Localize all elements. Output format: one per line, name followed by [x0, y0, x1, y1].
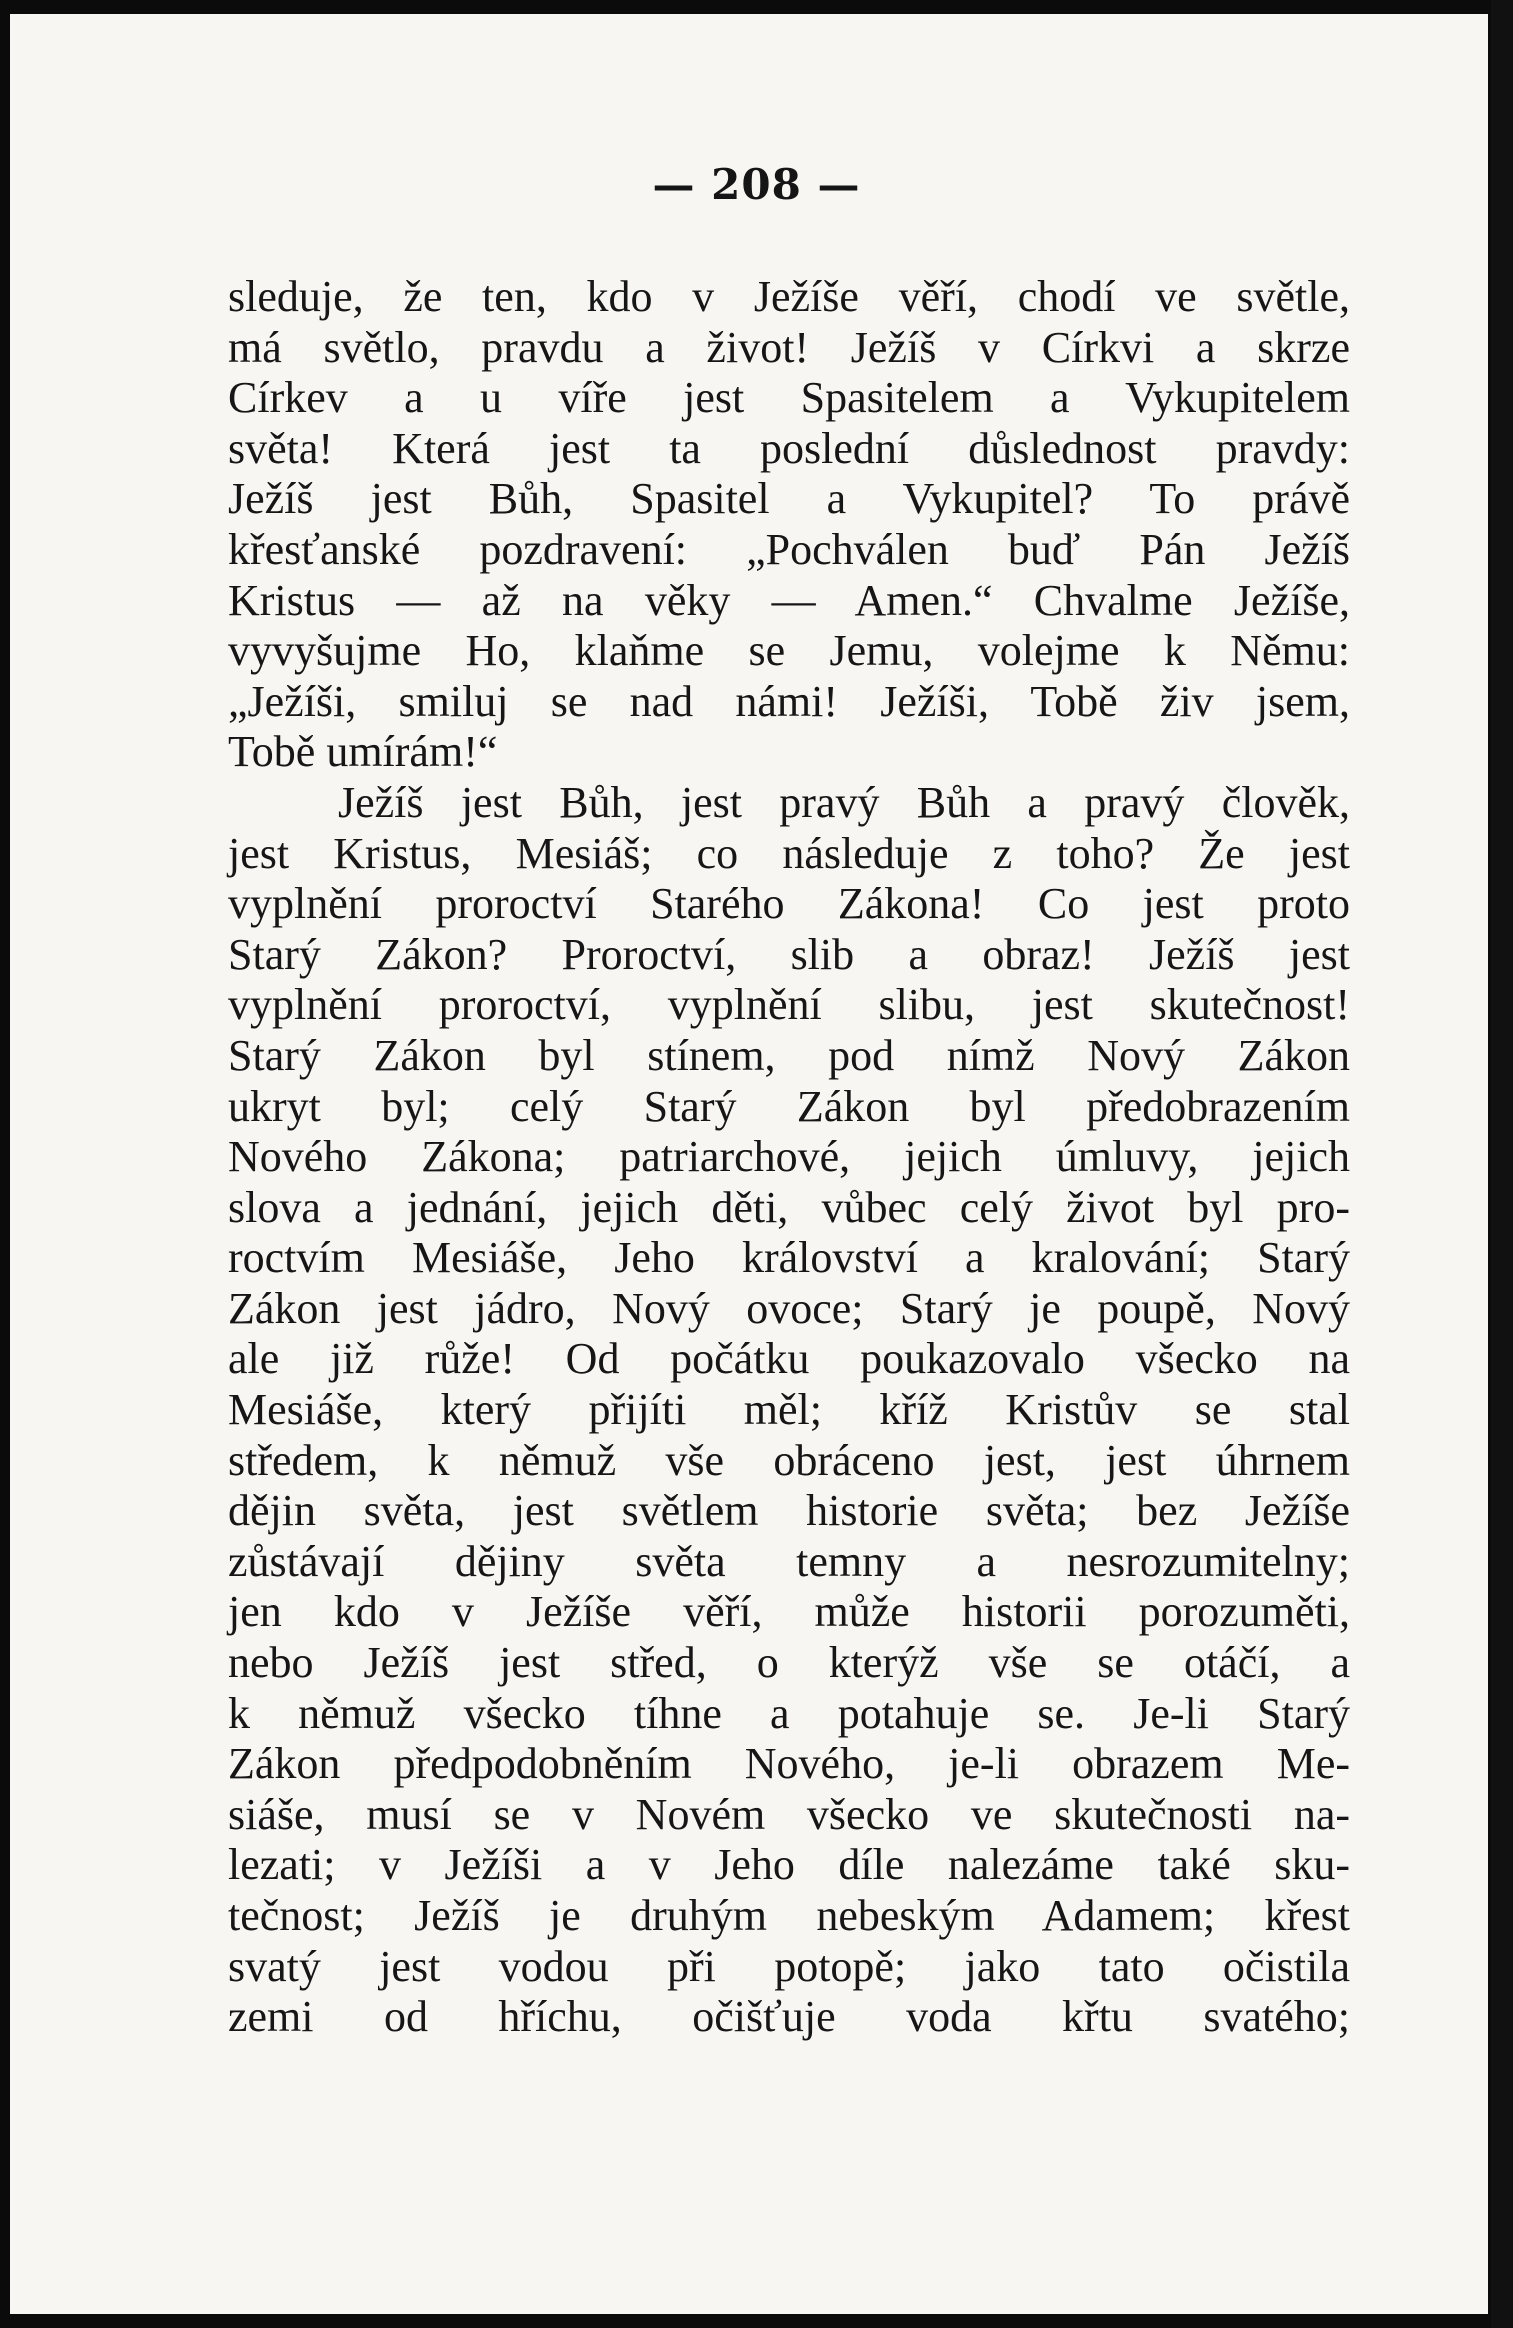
text-line: Zákon předpodobněním Nového, je-li obrazem Me-: [228, 1739, 1350, 1789]
text-line: slova a jednání, jejich děti, vůbec celý život byl pro-: [228, 1182, 1350, 1232]
body-text: [228, 272, 1350, 2043]
text-line: „Ježíši, smiluj se nad námi! Ježíši, Tobě živ jsem,: [228, 676, 1350, 726]
scan-border: [1491, 0, 1513, 2328]
text-line: sleduje, že ten, kdo v Ježíše věří, chodí ve světle,: [228, 272, 1350, 321]
text-line: siáše, musí se v Novém všecko ve skutečnosti na-: [228, 1789, 1350, 1839]
text-line: Ježíš jest Bůh, Spasitel a Vykupitel? To právě: [228, 474, 1350, 524]
paragraph-start-line: Ježíš jest Bůh, jest pravý Bůh a pravý člověk,: [338, 777, 1350, 827]
text-line: Církev a u víře jest Spasitelem a Vykupitelem: [228, 373, 1350, 423]
text-line: Starý Zákon byl stínem, pod nímž Nový Zákon: [228, 1030, 1350, 1080]
text-line: lezati; v Ježíši a v Jeho díle nalezáme také sku-: [228, 1840, 1350, 1890]
text-line: Kristus — až na věky — Amen.“ Chvalme Ježíše,: [228, 575, 1350, 625]
text-line: vyplnění proroctví Starého Zákona! Co jest proto: [228, 879, 1350, 929]
text-line: středem, k němuž vše obráceno jest, jest úhrnem: [228, 1435, 1350, 1485]
text-line: Nového Zákona; patriarchové, jejich úmluvy, jejich: [228, 1132, 1350, 1182]
text-line: jest Kristus, Mesiáš; co následuje z toho? Že jest: [228, 828, 1350, 878]
text-line: Tobě umírám!“: [228, 727, 498, 777]
text-line: Mesiáše, který přijíti měl; kříž Kristův se stal: [228, 1385, 1350, 1435]
text-line: světa! Která jest ta poslední důslednost pravdy:: [228, 423, 1350, 473]
text-line: vyvyšujme Ho, klaňme se Jemu, volejme k Němu:: [228, 626, 1350, 676]
text-line: jen kdo v Ježíše věří, může historii porozuměti,: [228, 1587, 1350, 1637]
page-number: — 208 —: [652, 160, 861, 209]
text-line: ale již růže! Od počátku poukazovalo všecko na: [228, 1334, 1350, 1384]
text-line: zemi od hříchu, očišťuje voda křtu svatého;: [228, 1992, 1350, 2042]
text-line: Starý Zákon? Proroctví, slib a obraz! Ježíš jest: [228, 929, 1350, 979]
text-line: vyplnění proroctví, vyplnění slibu, jest skutečnost!: [228, 980, 1350, 1030]
text-line: ukryt byl; celý Starý Zákon byl předobrazením: [228, 1081, 1350, 1131]
text-line: k němuž všecko tíhne a potahuje se. Je-li Starý: [228, 1688, 1350, 1738]
text-line: tečnost; Ježíš je druhým nebeským Adamem; křest: [228, 1891, 1350, 1940]
text-line: roctvím Mesiáše, Jeho království a kralování; Starý: [228, 1233, 1350, 1283]
text-line: křesťanské pozdravení: „Pochválen buď Pán Ježíš: [228, 524, 1350, 574]
text-line: svatý jest vodou při potopě; jako tato očistila: [228, 1941, 1350, 1991]
text-line: má světlo, pravdu a život! Ježíš v Církvi a skrze: [228, 322, 1350, 372]
text-line: Zákon jest jádro, Nový ovoce; Starý je poupě, Nový: [228, 1283, 1350, 1333]
text-line: nebo Ježíš jest střed, o kterýž vše se otáčí, a: [228, 1638, 1350, 1688]
text-line: dějin světa, jest světlem historie světa; bez Ježíše: [228, 1486, 1350, 1536]
text-line: zůstávají dějiny světa temny a nesrozumitelny;: [228, 1536, 1350, 1586]
